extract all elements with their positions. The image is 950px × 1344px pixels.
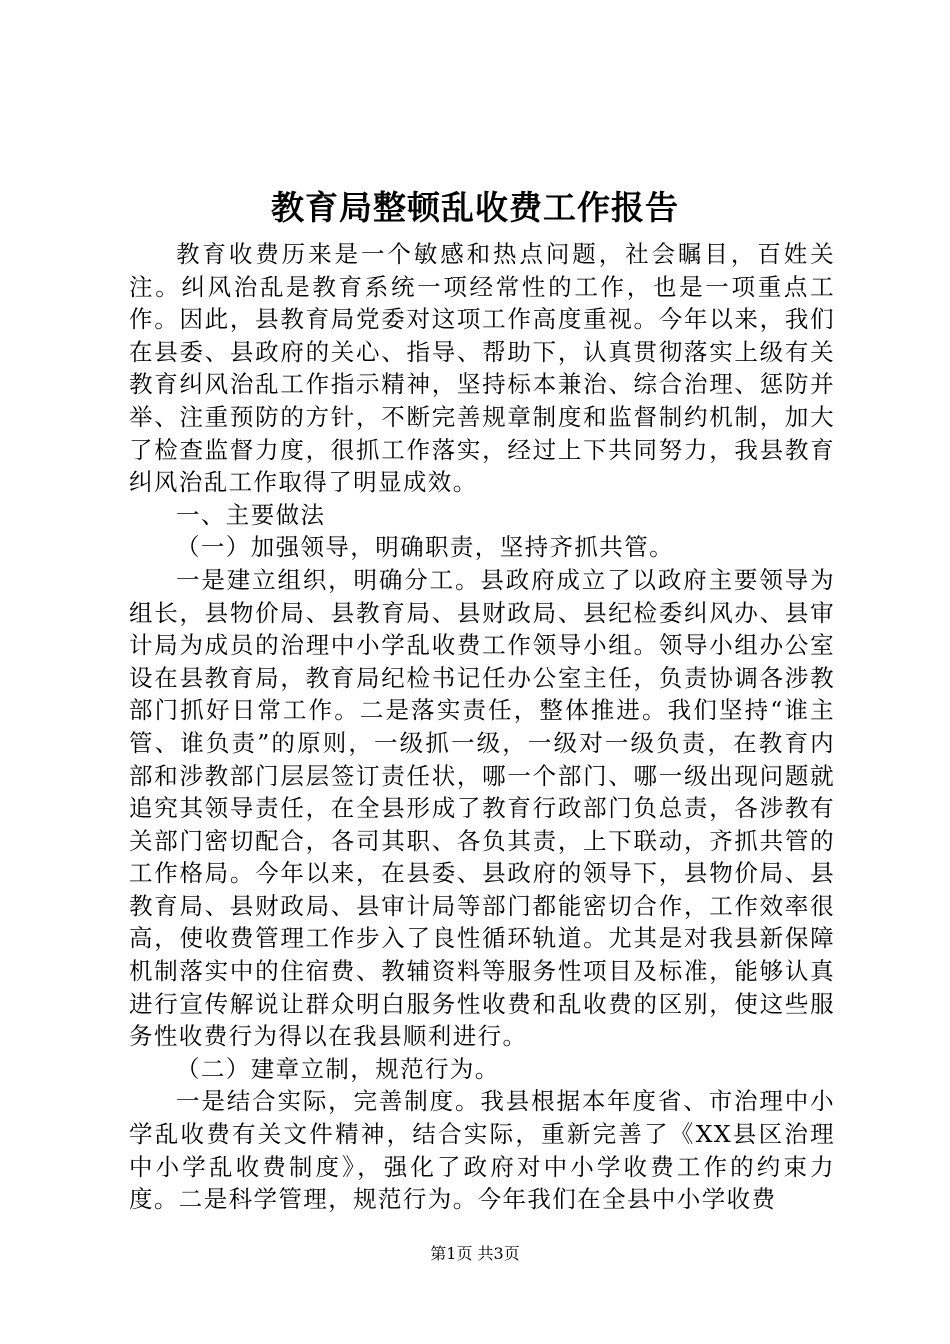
document-title: 教育局整顿乱收费工作报告 xyxy=(271,188,679,227)
subsection-heading-leadership: （一）加强领导，明确职责，坚持齐抓共管。 xyxy=(176,533,674,562)
regulations-paragraph: 一是结合实际，完善制度。我县根据本年度省、市治理中小学乱收费有关文件精神，结合实际，重新完善了《XX县区治理中小学乱收费制度》，强化了政府对中小学收费工作的约束力度。二是科学管理，规范行为。今年我们在全县中小学收费 xyxy=(129,1087,835,1214)
subsection-heading-regulations: （二）建章立制，规范行为。 xyxy=(176,1054,500,1083)
section-heading-main-practices: 一、主要做法 xyxy=(176,500,326,529)
document-body xyxy=(129,238,835,1216)
intro-paragraph: 教育收费历来是一个敏感和热点问题，社会瞩目，百姓关注。纠风治乱是教育系统一项经常性的工作，也是一项重点工作。因此，县教育局党委对这项工作高度重视。今年以来，我们在县委、县政府的关心、指导、帮助下，认真贯彻落实上级有关教育纠风治乱工作指示精神，坚持标本兼治、综合治理、惩防并举、注重预防的方针，不断完善规章制度和监督制约机制，加大了检查监督力度，很抓工作落实，经过上下共同努力，我县教育纠风治乱工作取得了明显成效。 xyxy=(129,240,835,497)
leadership-paragraph: 一是建立组织，明确分工。县政府成立了以政府主要领导为组长，县物价局、县教育局、县财政局、县纪检委纠风办、县审计局为成员的治理中小学乱收费工作领导小组。领导小组办公室设在县教育局，教育局纪检书记任办公室主任，负责协调各涉教部门抓好日常工作。二是落实责任，整体推进。我们坚持“谁主管、谁负责”的原则，一级抓一级，一级对一级负责，在教育内部和涉教部门层层签订责任状，哪一个部门、哪一级出现问题就追究其领导责任，在全县形成了教育行政部门负总责，各涉教有关部门密切配合，各司其职、各负其责，上下联动，齐抓共管的工作格局。今年以来，在县委、县政府的领导下，县物价局、县教育局、县财政局、县审计局等部门都能密切合作，工作效率很高，使收费管理工作步入了良性循环轨道。尤其是对我县新保障机制落实中的住宿费、教辅资料等服务性项目及标准，能够认真进行宣传解说让群众明白服务性收费和乱收费的区别，使这些服务性收费行为得以在我县顺利进行。 xyxy=(129,565,835,1051)
page-footer: 第1页 共3页 xyxy=(430,1244,520,1263)
